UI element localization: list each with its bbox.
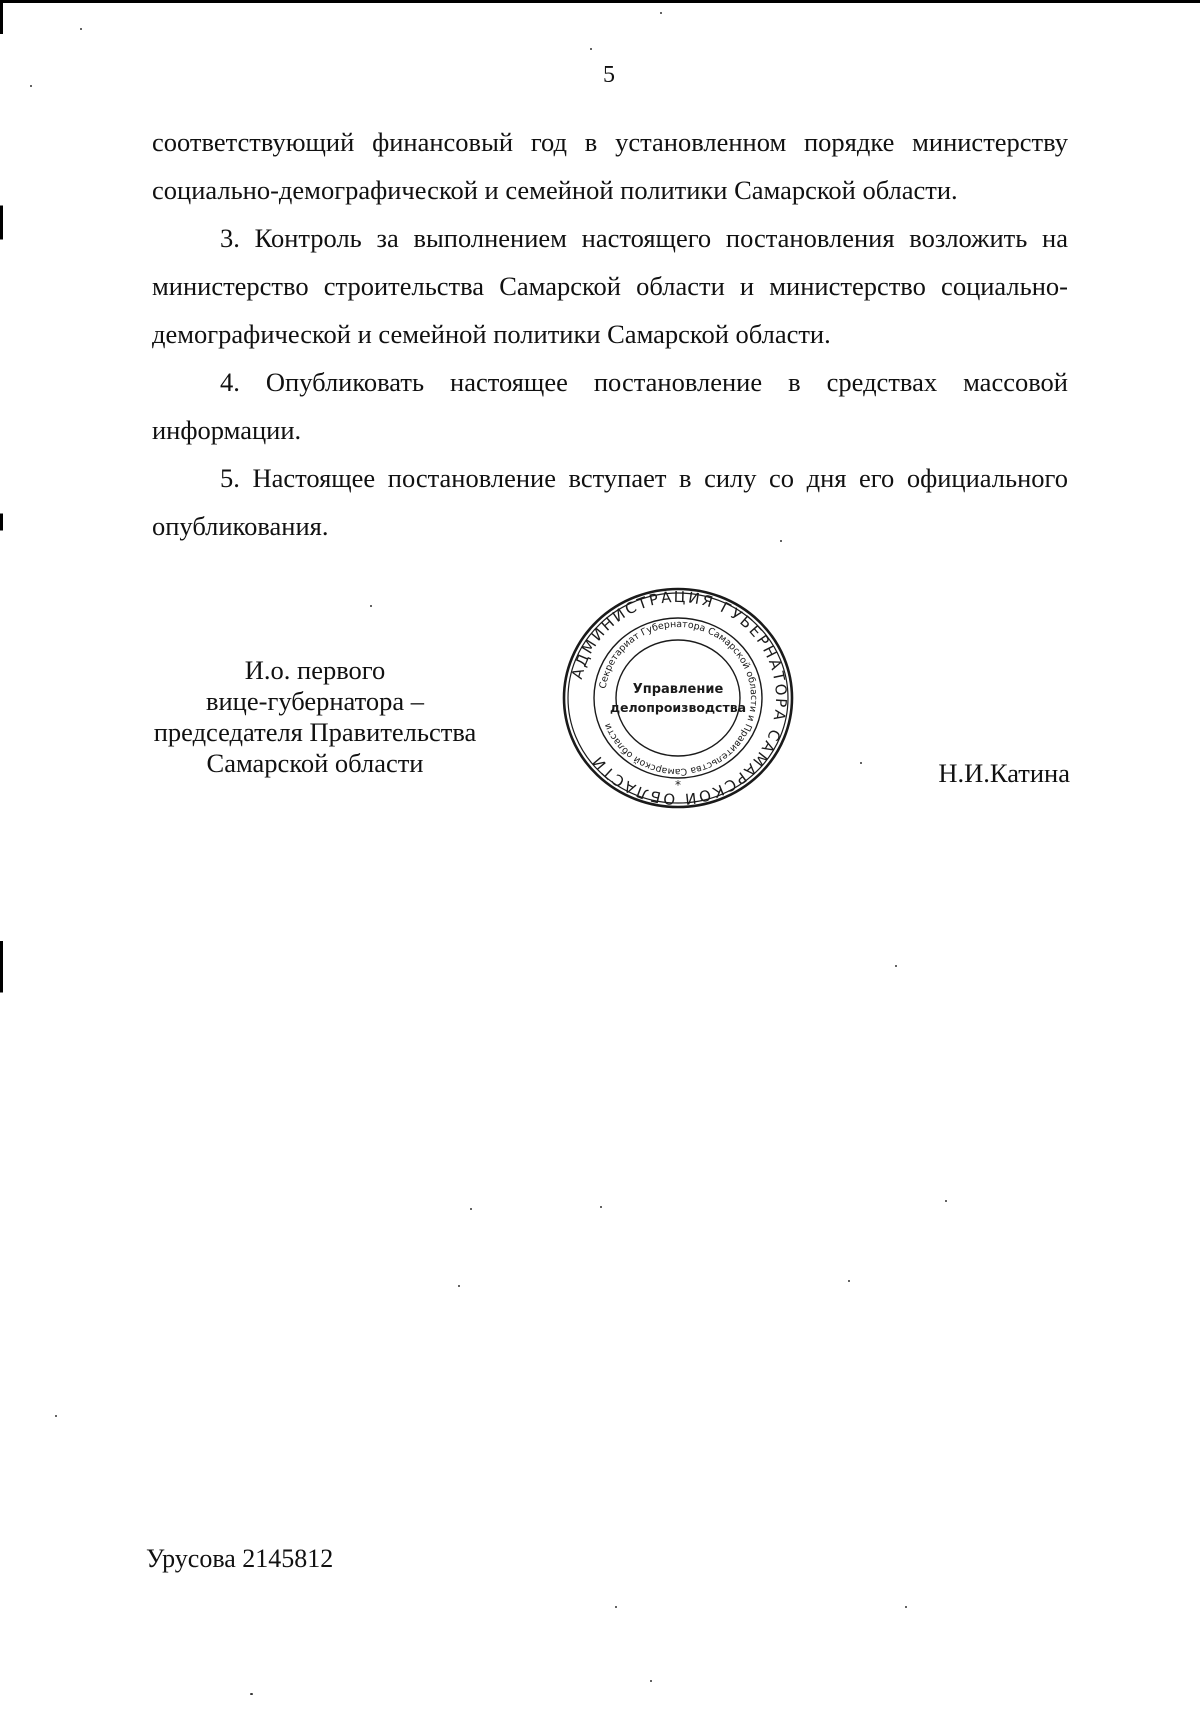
signatory-title (130, 655, 500, 779)
scan-speck (458, 1285, 460, 1287)
scan-left-edge (0, 0, 3, 1711)
stamp-inner-text (598, 619, 759, 777)
signatory-title-line: Самарской области (206, 748, 424, 778)
scan-speck (80, 28, 82, 30)
scan-speck (945, 1200, 947, 1202)
paragraph-5-effective: 5. Настоящее постановление вступает в силу со дня его официального опубликования. (152, 463, 1068, 541)
paragraph-continuation: соответствующий финансовый год в установленном порядке министерству социально-демографической и семейной политики Самарской области. (152, 127, 1068, 205)
stamp-center-line2: делопроизводства (609, 700, 747, 715)
scan-speck (615, 1606, 617, 1608)
scan-speck (895, 965, 897, 967)
scan-speck (590, 48, 592, 50)
paragraph-4-publish: 4. Опубликовать настоящее постановление в средствах массовой информации. (152, 367, 1068, 445)
scan-speck (470, 1208, 472, 1210)
page-number: 5 (603, 62, 615, 88)
executor-contact: Урусова 2145812 (146, 1544, 334, 1573)
signatory-name: Н.И.Катина (938, 758, 1070, 788)
scan-speck (55, 1415, 57, 1417)
scan-speck (250, 1693, 253, 1695)
stamp-star-icon: * (675, 778, 681, 792)
scan-speck (30, 85, 32, 87)
paragraph-3-control: 3. Контроль за выполнением настоящего постановления возложить на министерство строительства Самарской области и министерство социально-демографической и семейной политики Самарской области. (152, 223, 1068, 349)
scan-speck (780, 540, 782, 542)
stamp-outer-text-path: АДМИНИСТРАЦИЯ ГУБЕРНАТОРА САМАРСКОЙ ОБЛАСТИ (568, 587, 791, 809)
scan-speck (848, 1280, 850, 1282)
stamp-inner-ring (616, 640, 740, 756)
signatory-title-line: председателя Правительства (153, 717, 477, 747)
stamp-inner-text-path: Секретариат Губернатора Самарской области и Правительства Самарской области (597, 618, 760, 778)
scan-speck (650, 1680, 652, 1682)
signatory-title-line: И.о. первого (244, 655, 386, 685)
official-stamp (560, 585, 796, 811)
document-body (152, 118, 1068, 550)
signatory-title-line: вице-губернатора – (205, 686, 424, 716)
stamp-center-line1: Управление (632, 682, 724, 697)
stamp-middle-ring (594, 618, 762, 778)
scan-speck (600, 1206, 602, 1208)
scan-speck (660, 12, 662, 14)
scan-speck (370, 605, 372, 607)
scan-top-edge (0, 0, 1200, 3)
scan-speck (905, 1606, 907, 1608)
scan-speck (860, 762, 862, 764)
